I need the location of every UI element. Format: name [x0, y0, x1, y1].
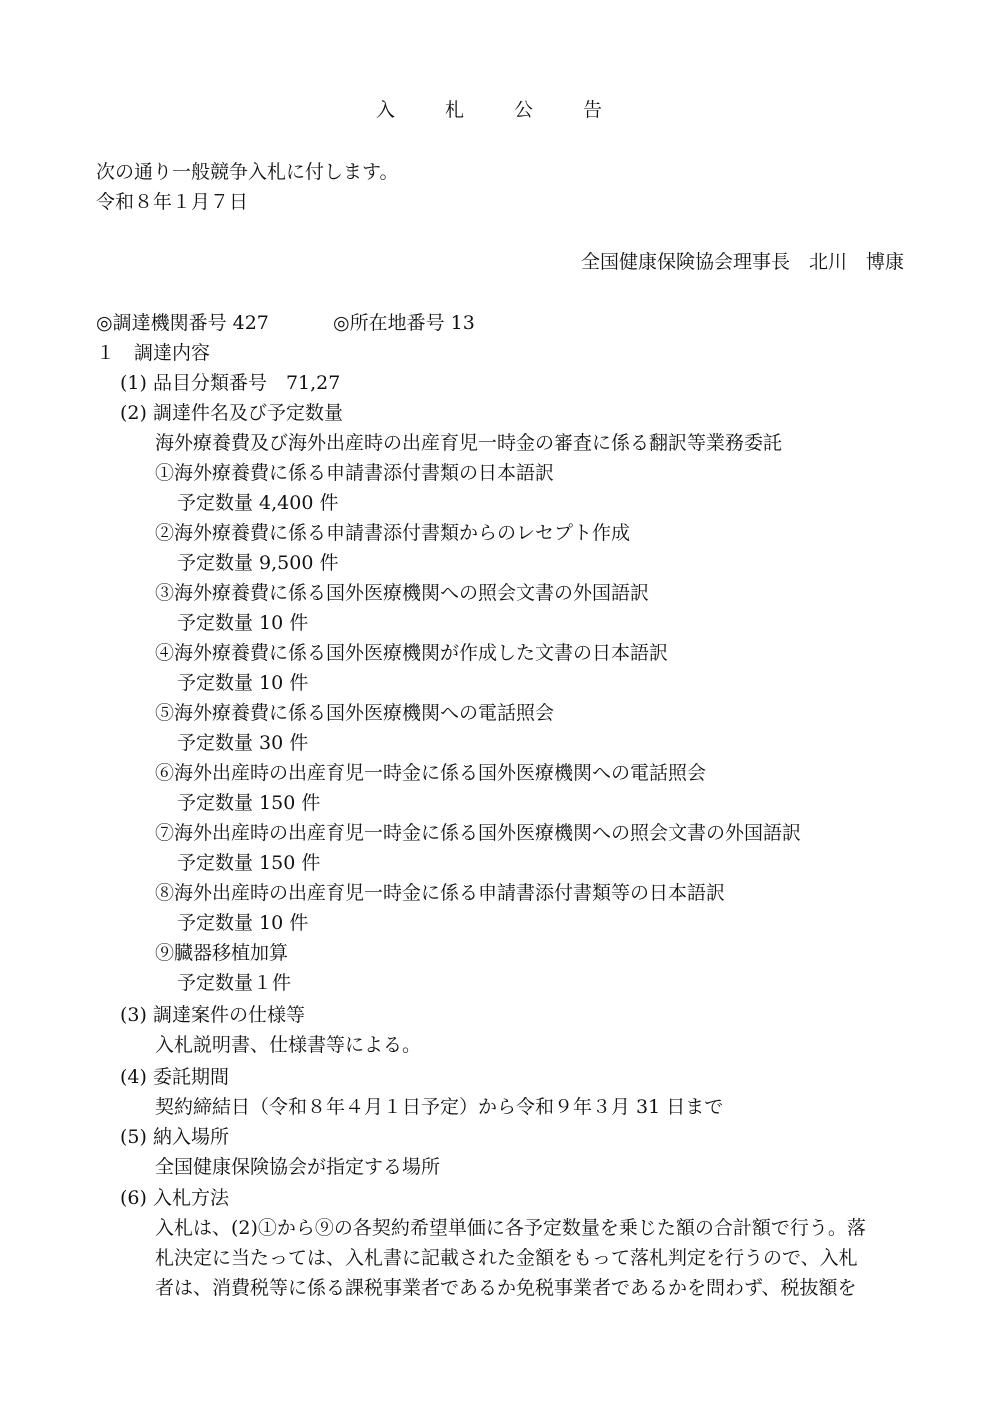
subitem-name: ⑧海外出産時の出産育児一時金に係る申請書添付書類等の日本語訳 — [155, 882, 726, 904]
subitem-name: ⑨臓器移植加算 — [155, 942, 289, 964]
subitem-qty: 予定数量 10 件 — [177, 912, 309, 934]
notice-date: 令和８年１月７日 — [96, 191, 249, 213]
notice-title: 入 札 公 告 — [375, 99, 625, 121]
subitem-qty: 予定数量 9,500 件 — [177, 552, 339, 574]
item-3-text: 入札説明書、仕様書等による。 — [155, 1034, 422, 1056]
issuer-name: 全国健康保険協会理事長 北川 博康 — [580, 251, 904, 273]
agency-code: ◎調達機関番号 427 — [96, 312, 269, 334]
subitem-name: ⑦海外出産時の出産育児一時金に係る国外医療機関への照会文書の外国語訳 — [155, 822, 802, 844]
subitem-qty: 予定数量 10 件 — [177, 612, 309, 634]
item-4-label: (4) 委託期間 — [120, 1066, 229, 1088]
item-1-label: (1) 品目分類番号 71,27 — [120, 372, 341, 394]
subitem-qty: 予定数量 4,400 件 — [177, 492, 339, 514]
location-code: ◎所在地番号 13 — [333, 312, 475, 334]
item-4-text: 契約締結日（令和８年４月１日予定）から令和９年３月 31 日まで — [155, 1096, 724, 1118]
item-3-label: (3) 調達案件の仕様等 — [120, 1004, 305, 1026]
item-6-line: 者は、消費税等に係る課税事業者であるか免税事業者であるかを問わず、税抜額を — [155, 1277, 857, 1299]
subitem-name: ③海外療養費に係る国外医療機関への照会文書の外国語訳 — [155, 582, 650, 604]
subitem-name: ⑥海外出産時の出産育児一時金に係る国外医療機関への電話照会 — [155, 762, 707, 784]
item-6-label: (6) 入札方法 — [120, 1187, 229, 1209]
subitem-name: ①海外療養費に係る申請書添付書類の日本語訳 — [155, 462, 555, 484]
subitem-qty: 予定数量１件 — [177, 972, 292, 994]
subitem-qty: 予定数量 10 件 — [177, 672, 309, 694]
subitem-name: ⑤海外療養費に係る国外医療機関への電話照会 — [155, 702, 555, 724]
procurement-subject: 海外療養費及び海外出産時の出産育児一時金の審査に係る翻訳等業務委託 — [155, 432, 783, 454]
section-heading: １ 調達内容 — [96, 342, 211, 364]
subitem-name: ④海外療養費に係る国外医療機関が作成した文書の日本語訳 — [155, 642, 669, 664]
subitem-qty: 予定数量 150 件 — [177, 852, 321, 874]
subitem-qty: 予定数量 150 件 — [177, 792, 321, 814]
subitem-name: ②海外療養費に係る申請書添付書類からのレセプト作成 — [155, 522, 631, 544]
item-5-label: (5) 納入場所 — [120, 1126, 229, 1148]
subitem-qty: 予定数量 30 件 — [177, 732, 309, 754]
item-6-line: 入札は、(2)①から⑨の各契約希望単価に各予定数量を乗じた額の合計額で行う。落 — [155, 1217, 866, 1239]
intro-text: 次の通り一般競争入札に付します。 — [96, 161, 399, 183]
item-5-text: 全国健康保険協会が指定する場所 — [155, 1156, 441, 1178]
item-6-line: 札決定に当たっては、入札書に記載された金額をもって落札判定を行うので、入札 — [155, 1247, 858, 1269]
item-2-label: (2) 調達件名及び予定数量 — [120, 402, 343, 424]
